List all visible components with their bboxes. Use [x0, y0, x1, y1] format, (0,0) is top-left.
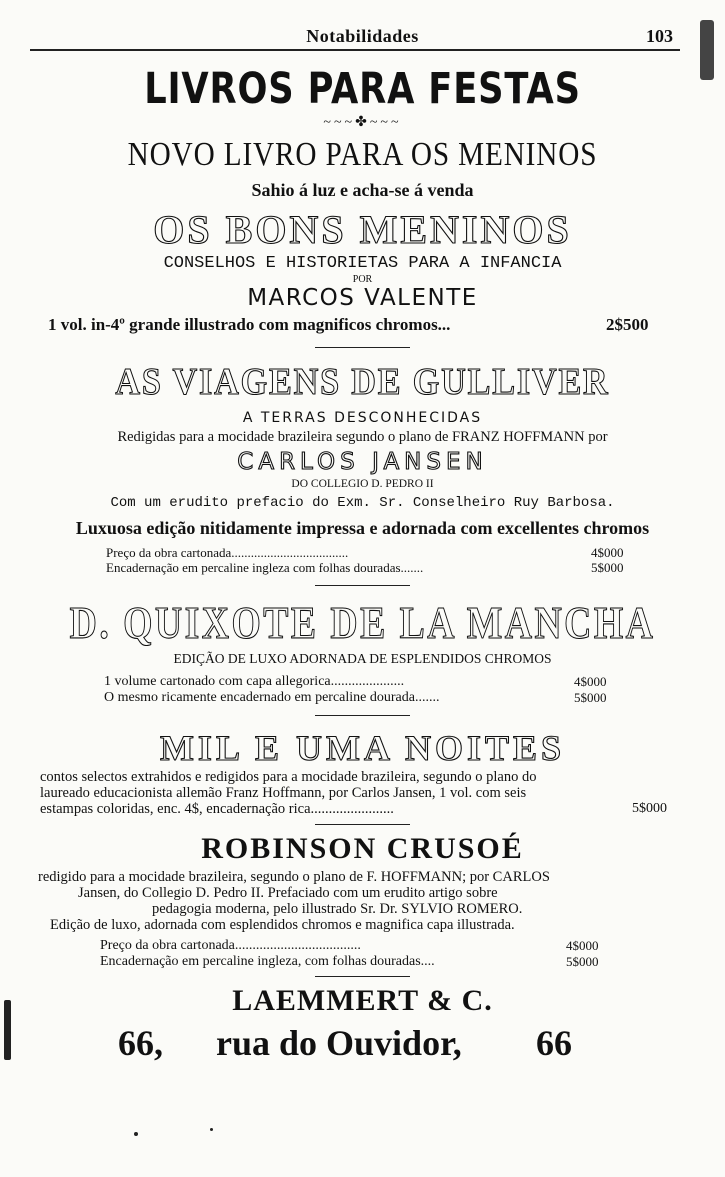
book5-price-value-1: 4$000 — [566, 938, 599, 953]
publisher-name: LAEMMERT & C. — [232, 984, 493, 1017]
main-heading: LIVROS PARA FESTAS — [144, 64, 581, 114]
book5-line-2: Jansen, do Collegio D. Pedro II. Prefaciado com um erudito artigo sobre — [78, 885, 498, 901]
book3-price-label-2: O mesmo ricamente encadernado em percaline dourada....... — [104, 690, 440, 705]
scan-mark — [210, 1128, 213, 1131]
book1-release: Sahio á luz e acha-se á venda — [251, 180, 474, 200]
header-rule — [30, 49, 680, 51]
book2-price-value-2: 5$000 — [591, 560, 624, 575]
book5-price-label-1: Preço da obra cartonada.................................... — [100, 938, 361, 953]
ornament: ~~~✤~~~ — [323, 115, 402, 130]
book2-price-label-1: Preço da obra cartonada.................................... — [106, 545, 349, 560]
book2-edition: Luxuosa edição nitidamente impressa e adornada com excellentes chromos — [75, 518, 650, 538]
book5-line-4: Edição de luxo, adornada com esplendidos chromos e magnifica capa illustrada. — [50, 917, 515, 933]
book2-title: AS VIAGENS DE GULLIVER — [115, 361, 610, 403]
scan-mark — [134, 1132, 138, 1136]
running-header: Notabilidades — [306, 26, 419, 46]
scan-mark — [4, 1000, 11, 1060]
book2-description: Redigidas para a mocidade brazileira segundo o plano de FRANZ HOFFMANN por — [117, 429, 608, 445]
book4-line-3: estampas coloridas, enc. 4$, encadernação rica....................... — [40, 801, 394, 817]
book4-title: MIL E UMA NOITES — [159, 728, 566, 768]
book3-price-label-1: 1 volume cartonado com capa allegorica..................... — [104, 674, 405, 689]
book2-preface: Com um erudito prefacio do Exm. Sr. Conselheiro Ruy Barbosa. — [110, 495, 615, 511]
book3-title: D. QUIXOTE DE LA MANCHA — [69, 597, 656, 648]
book3-price-value-2: 5$000 — [574, 690, 607, 705]
book2-subtitle: A TERRAS DESCONHECIDAS — [242, 410, 483, 426]
book2-affiliation: DO COLLEGIO D. PEDRO II — [291, 478, 434, 490]
divider-4 — [315, 824, 410, 825]
book5-price-label-2: Encadernação em percaline ingleza, com folhas douradas.... — [100, 954, 435, 969]
book2-author: CARLOS JANSEN — [237, 449, 488, 475]
book2-price-label-2: Encadernação em percaline ingleza com folhas douradas....... — [106, 560, 424, 575]
book4-price: 5$000 — [632, 801, 667, 816]
book3-subtitle: EDIÇÃO DE LUXO ADORNADA DE ESPLENDIDOS CHROMOS — [173, 651, 552, 666]
divider-2 — [315, 585, 410, 586]
book5-line-3: pedagogia moderna, pelo illustrado Sr. Dr. SYLVIO ROMERO. — [152, 901, 523, 917]
divider-3 — [315, 715, 410, 716]
address-number-left: 66, — [118, 1023, 163, 1063]
book1-offer: 1 vol. in-4º grande illustrado com magnificos chromos... — [48, 315, 451, 334]
book2-price-value-1: 4$000 — [591, 545, 624, 560]
divider-5 — [315, 976, 410, 977]
address-street: rua do Ouvidor, — [216, 1023, 462, 1063]
book1-subtitle: CONSELHOS E HISTORIETAS PARA A INFANCIA — [163, 254, 562, 273]
book5-price-value-2: 5$000 — [566, 954, 599, 969]
book4-line-2: laureado educacionista allemão Franz Hoffmann, por Carlos Jansen, 1 vol. com seis — [40, 785, 527, 801]
book1-por: POR — [352, 274, 373, 285]
address-number-right: 66 — [536, 1023, 572, 1063]
book1-price: 2$500 — [606, 315, 649, 334]
book4-line-1: contos selectos extrahidos e redigidos para a mocidade brazileira, segundo o plano do — [40, 769, 537, 785]
divider-1 — [315, 347, 410, 348]
scan-mark — [700, 20, 714, 80]
book5-title: ROBINSON CRUSOÉ — [201, 832, 524, 865]
book5-line-1: redigido para a mocidade brazileira, segundo o plano de F. HOFFMANN; por CARLOS — [38, 869, 550, 885]
book1-heading: NOVO LIVRO PARA OS MENINOS — [127, 136, 598, 173]
page-number: 103 — [646, 26, 673, 46]
book1-title: OS BONS MENINOS — [153, 207, 572, 252]
book3-price-value-1: 4$000 — [574, 674, 607, 689]
book1-author: MARCOS VALENTE — [247, 285, 478, 311]
